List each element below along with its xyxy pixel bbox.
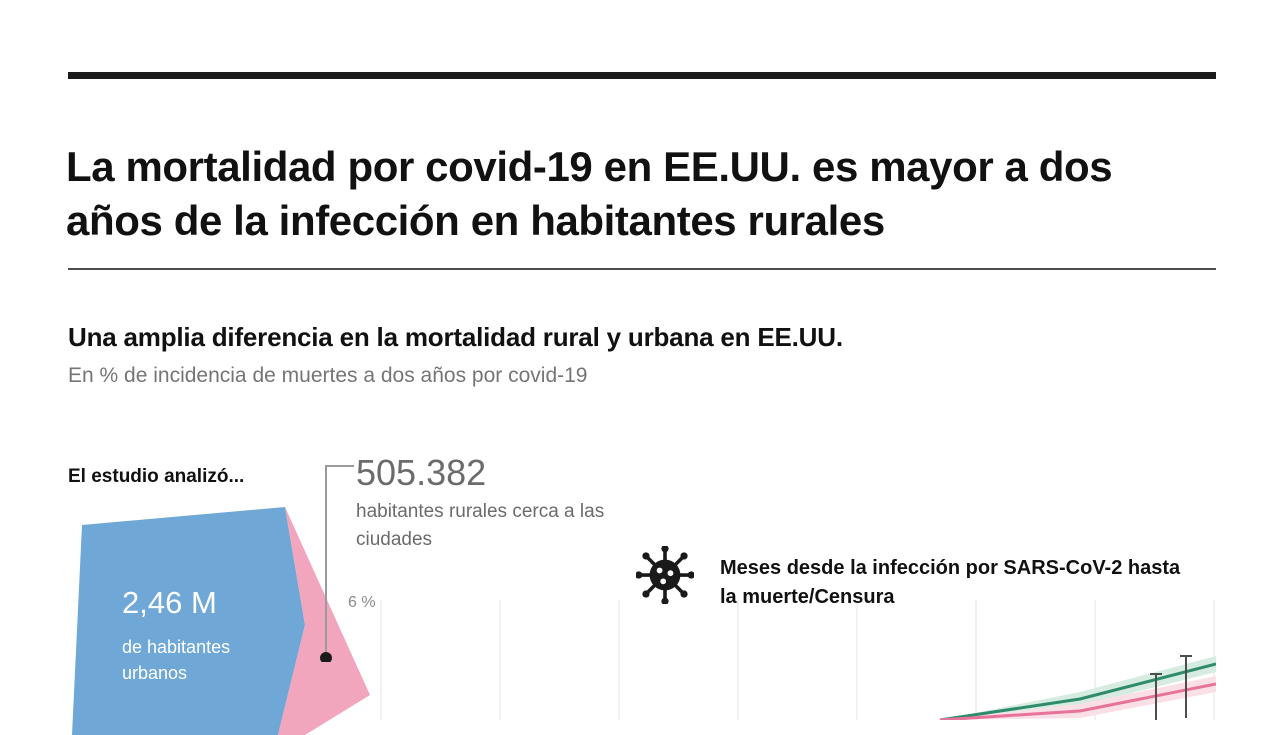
rural-population-value: 505.382 xyxy=(356,452,487,493)
page-title: La mortalidad por covid-19 en EE.UU. es mayor a dos años de la infección en habitantes rurales xyxy=(66,143,1113,244)
study-label: El estudio analizó... xyxy=(68,466,245,487)
chart-subtitle: En % de incidencia de muertes a dos años por covid-19 xyxy=(68,364,588,387)
mortality-line-chart xyxy=(380,600,1216,720)
x-axis-legend-label: Meses desde la infección por SARS-CoV-2 hasta la muerte/Censura xyxy=(720,557,1181,608)
urban-population-value: 2,46 M xyxy=(122,585,217,620)
y-axis-top-label: 6 % xyxy=(348,594,376,611)
urban-population-label: de habitantes urbanos xyxy=(122,637,231,684)
chart-title: Una amplia diferencia en la mortalidad rural y urbana en EE.UU. xyxy=(68,322,843,352)
urban-shape xyxy=(72,507,305,735)
virus-icon xyxy=(636,546,694,604)
header-divider xyxy=(68,268,1216,270)
rural-population-label: habitantes rurales cerca a las ciudades xyxy=(356,501,605,550)
top-divider xyxy=(68,72,1216,79)
callout-connector xyxy=(316,462,356,662)
